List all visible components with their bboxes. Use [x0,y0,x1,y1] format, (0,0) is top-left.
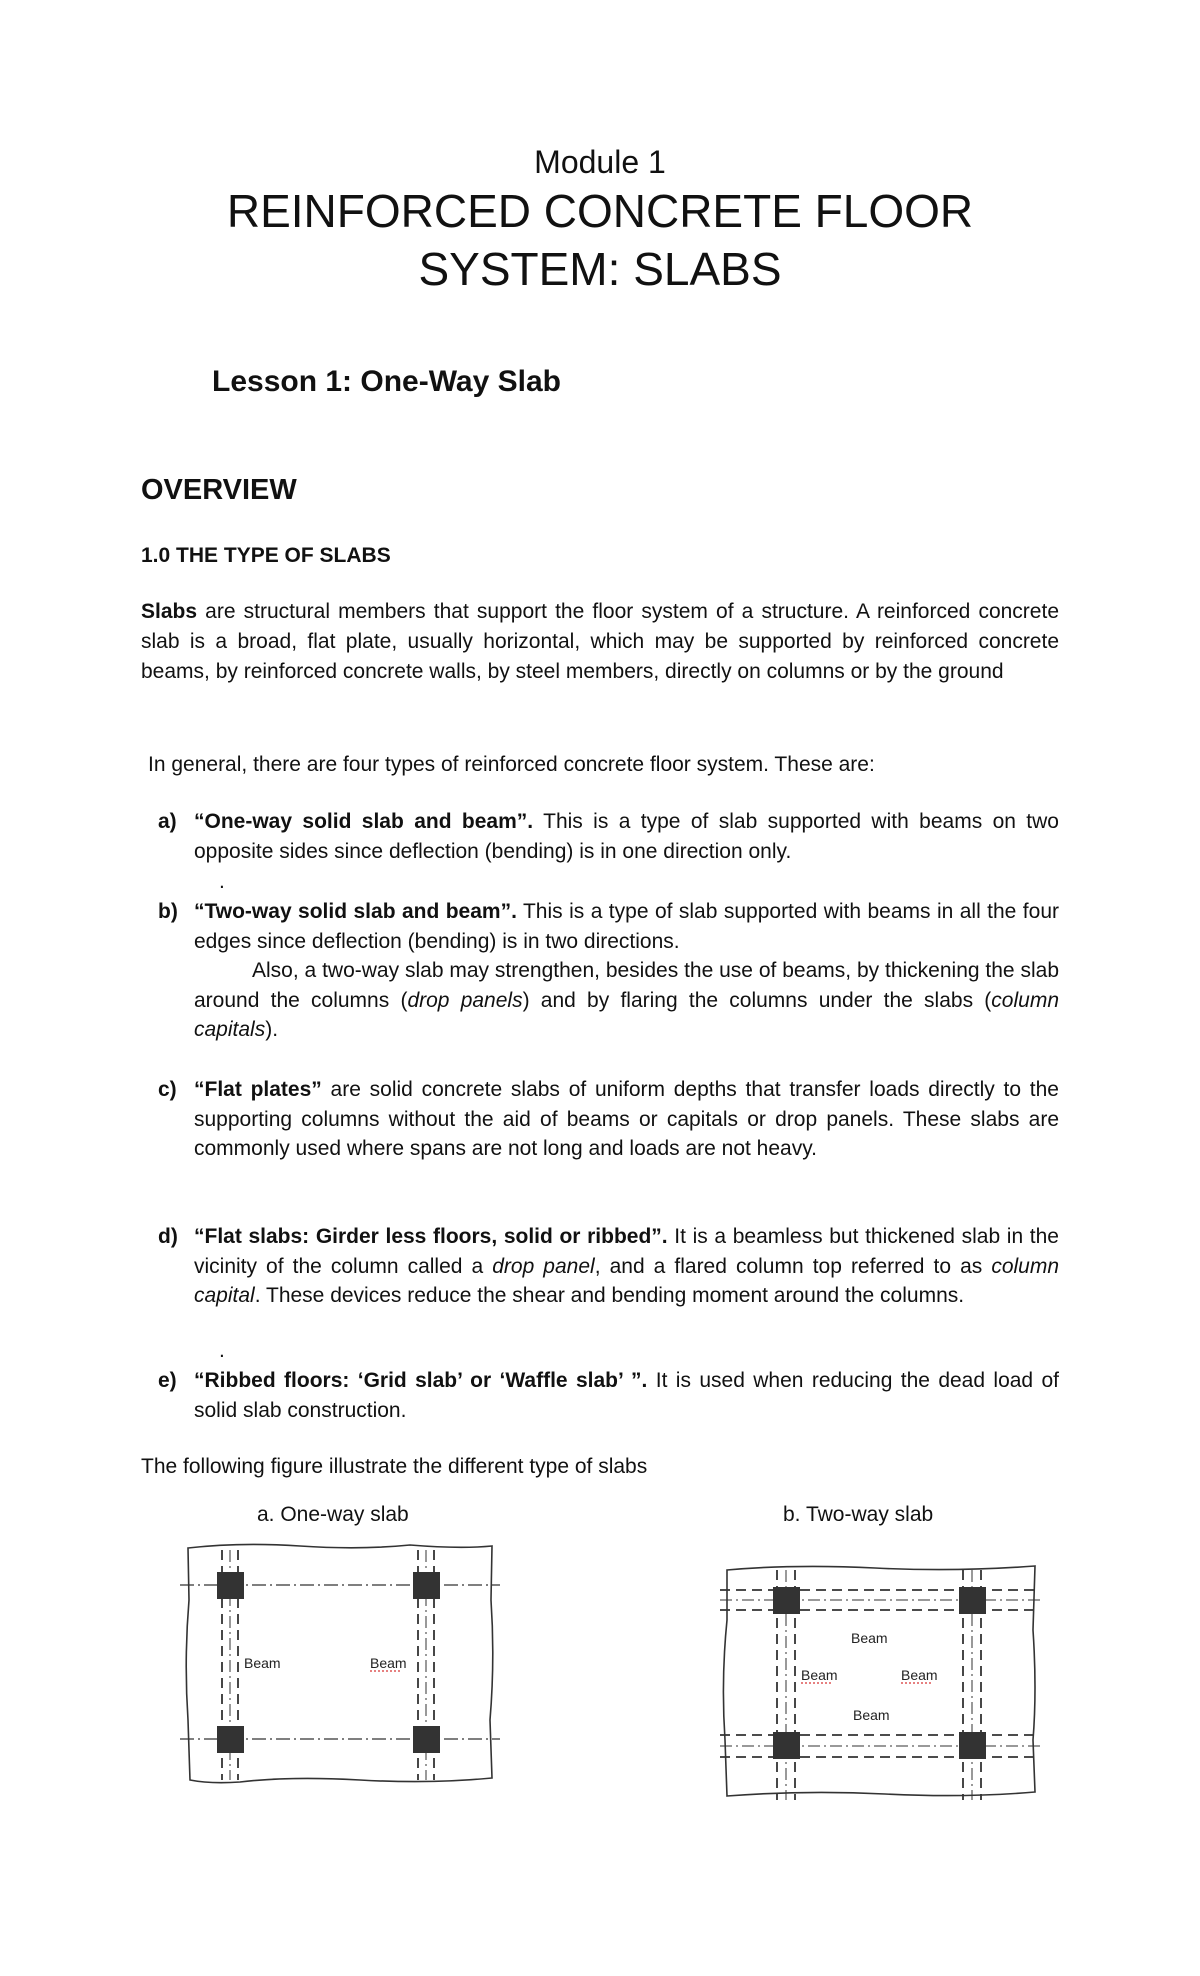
beam-label: Beam [901,1667,938,1683]
item-text: This is a type of slab supported with beams in all the four edges since deflection (bending) is in two directions. [194,900,1059,953]
column-block [959,1732,986,1759]
beam-label: Beam [244,1655,281,1671]
item-bold: “Flat plates” [194,1078,322,1101]
column-block [773,1732,800,1759]
slabs-term: Slabs [141,600,198,623]
list-item-d: d) “Flat slabs: Girder less floors, solid or ribbed”. It is a beamless but thickened slab in the vicinity of the column called a drop panel, and a flared column top referred to as column capital. These devices reduce the shear and bending moment around the columns. [158,1222,1059,1311]
beam-label: Beam [851,1630,888,1646]
list-label: a) [158,810,177,833]
item-bold: “One-way solid slab and beam”. [194,810,534,833]
stray-dot: . [219,870,225,893]
title-line-2: SYSTEM: SLABS [418,243,782,295]
intro-paragraph: In general, there are four types of reinforced concrete floor system. These are: [148,753,875,776]
item-text: are solid concrete slabs of uniform depths that transfer loads directly to the supporting columns without the aid of beams or capitals or drop panels. These slabs are commonly used where spans are not long and loads are not heavy. [194,1078,1059,1161]
lesson-heading: Lesson 1: One-Way Slab [212,365,561,398]
item-b-continuation: Also, a two-way slab may strengthen, besides the use of beams, by thickening the slab around the columns (drop panels) and by flaring the columns under the slabs (column capitals). [194,959,1059,1042]
list-label: c) [158,1078,177,1101]
column-block [773,1587,800,1614]
two-way-slab-diagram [715,1560,1045,1805]
page-title [0,182,1200,298]
column-block [217,1726,244,1753]
beam-label: Beam [370,1655,407,1671]
one-way-slab-diagram [180,1540,500,1792]
item-text: It is used when reducing the dead load of solid slab construction. [194,1369,1059,1422]
column-block [959,1587,986,1614]
item-bold: “Two-way solid slab and beam”. [194,900,517,923]
item-bold: “Flat slabs: Girder less floors, solid or ribbed”. [194,1225,668,1248]
stray-dot: . [219,1339,225,1362]
module-label: Module 1 [534,144,666,180]
overview-heading: OVERVIEW [141,474,297,506]
list-label: b) [158,900,178,923]
slabs-text: are structural members that support the floor system of a structure. A reinforced concrete slab is a broad, flat plate, usually horizontal, which may be supported by reinforced concrete beams, by reinforced concrete walls, by steel members, directly on columns or by the ground [141,600,1059,683]
figure-intro: The following figure illustrate the different type of slabs [141,1455,648,1478]
item-bold: “Ribbed floors: ‘Grid slab’ or ‘Waffle slab’ ”. [194,1369,648,1392]
title-line-1: REINFORCED CONCRETE FLOOR [226,185,974,237]
column-block [217,1572,244,1599]
column-block [413,1726,440,1753]
slabs-paragraph [141,597,1059,687]
beam-label: Beam [801,1667,838,1683]
section-heading: 1.0 THE TYPE OF SLABS [141,544,391,567]
list-item-b [158,897,1059,1045]
list-item-c [158,1075,1059,1164]
item-text: This is a type of slab supported with beams on two opposite sides since deflection (bending) is in one direction only. [194,810,1059,863]
list-item-a [158,807,1059,866]
beam-label: Beam [853,1707,890,1723]
list-label: d) [158,1225,178,1248]
figure-a-caption: a. One-way slab [257,1503,409,1526]
column-block [413,1572,440,1599]
figure-b-caption: b. Two-way slab [783,1503,934,1526]
list-item-e [158,1366,1059,1425]
list-label: e) [158,1369,177,1392]
